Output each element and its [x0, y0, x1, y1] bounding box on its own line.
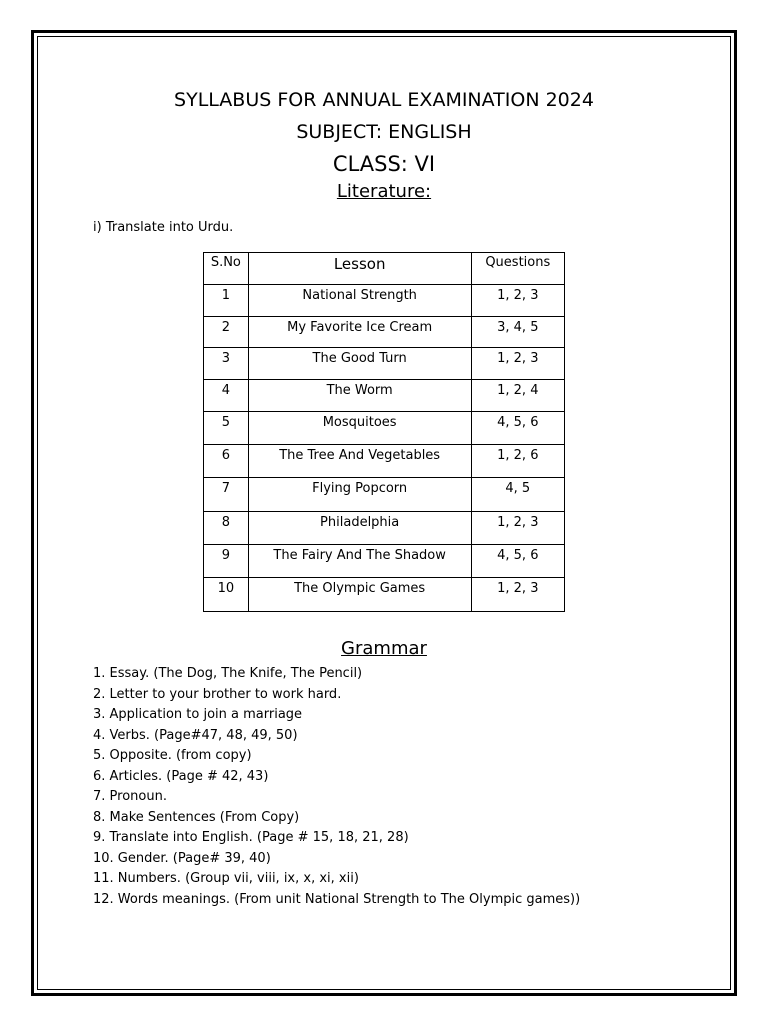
table-row	[204, 545, 565, 578]
grammar-heading: Grammar	[341, 638, 427, 659]
table-row	[204, 478, 565, 512]
list-item: 12. Words meanings. (From unit National Strength to The Olympic games))	[93, 891, 581, 907]
class-heading: CLASS: VI	[332, 152, 436, 176]
list-item: 5. Opposite. (from copy)	[93, 748, 252, 763]
sno-cell: 10	[204, 578, 249, 612]
list-item: 1. Essay. (The Dog, The Knife, The Pencil)	[93, 666, 363, 681]
lesson-cell: Philadelphia	[248, 512, 471, 545]
lessons-table	[203, 252, 565, 612]
list-item: 9. Translate into English. (Page # 15, 18, 21, 28)	[93, 830, 409, 845]
questions-cell: 1, 2, 3	[471, 348, 564, 380]
table-row	[204, 348, 565, 380]
sno-cell: 9	[204, 545, 249, 578]
grammar-list	[93, 664, 580, 910]
list-item: 11. Numbers. (Group vii, viii, ix, x, xi, xii)	[93, 871, 359, 886]
questions-cell: 1, 2, 3	[471, 512, 564, 545]
questions-cell: 1, 2, 4	[471, 380, 564, 412]
sno-cell: 6	[204, 445, 249, 478]
table-row	[204, 578, 565, 612]
sno-cell: 5	[204, 412, 249, 445]
lesson-cell: The Olympic Games	[248, 578, 471, 612]
sno-cell: 7	[204, 478, 249, 512]
list-item: 2. Letter to your brother to work hard.	[93, 686, 342, 702]
sno-cell: 1	[204, 285, 249, 317]
sno-cell: 8	[204, 512, 249, 545]
lesson-cell: Flying Popcorn	[248, 478, 471, 512]
table-row	[204, 317, 565, 348]
questions-cell: 4, 5	[471, 478, 564, 512]
subject-heading: SUBJECT: ENGLISH	[296, 121, 472, 143]
questions-cell: 1, 2, 6	[471, 445, 564, 478]
column-header-questions: Questions	[471, 253, 564, 285]
list-item: 8. Make Sentences (From Copy)	[93, 809, 300, 825]
lesson-cell: The Good Turn	[248, 348, 471, 380]
table-header-row	[204, 253, 565, 285]
list-item: 7. Pronoun.	[93, 789, 167, 804]
literature-heading: Literature:	[336, 181, 432, 202]
lesson-cell: My Favorite Ice Cream	[248, 317, 471, 348]
questions-cell: 4, 5, 6	[471, 412, 564, 445]
lesson-cell: National Strength	[248, 285, 471, 317]
list-item: 3. Application to join a marriage	[93, 707, 303, 722]
column-header-sno: S.No	[204, 253, 249, 285]
lesson-cell: The Worm	[248, 380, 471, 412]
sno-cell: 2	[204, 317, 249, 348]
table-row	[204, 380, 565, 412]
list-item: 4. Verbs. (Page#47, 48, 49, 50)	[93, 727, 298, 743]
table-row	[204, 445, 565, 478]
table-row	[204, 512, 565, 545]
column-header-lesson: Lesson	[248, 253, 471, 285]
translate-instruction: i) Translate into Urdu.	[93, 220, 234, 235]
document-title: SYLLABUS FOR ANNUAL EXAMINATION 2024	[174, 89, 594, 111]
questions-cell: 4, 5, 6	[471, 545, 564, 578]
table-row	[204, 285, 565, 317]
lesson-cell: The Tree And Vegetables	[248, 445, 471, 478]
list-item: 6. Articles. (Page # 42, 43)	[93, 768, 269, 784]
questions-cell: 1, 2, 3	[471, 285, 564, 317]
lesson-cell: The Fairy And The Shadow	[248, 545, 471, 578]
sno-cell: 4	[204, 380, 249, 412]
lesson-cell: Mosquitoes	[248, 412, 471, 445]
sno-cell: 3	[204, 348, 249, 380]
questions-cell: 1, 2, 3	[471, 578, 564, 612]
list-item: 10. Gender. (Page# 39, 40)	[93, 850, 271, 866]
questions-cell: 3, 4, 5	[471, 317, 564, 348]
table-row	[204, 412, 565, 445]
